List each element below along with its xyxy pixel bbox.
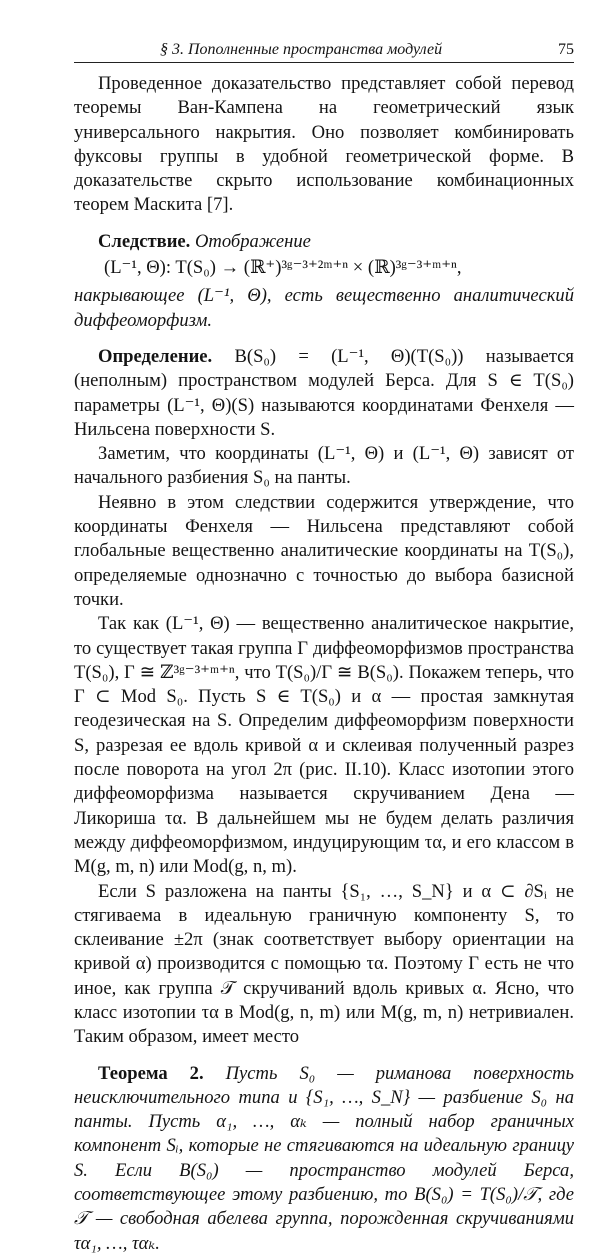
- running-title: § 3. Пополненные пространства модулей: [160, 41, 443, 58]
- theorem-text: Пусть S₀ — риманова поверхность неисключительного типа и {S₁, …, S_N} — разбиение S₀ на панты. Пусть α₁, …, αₖ — полный набор граничных компонент Sᵢ, которые не стягиваются на идеальную границу S. Если B(S₀) — пространство модулей Берса, соответствующее этому разбиению, то B(S₀) = T(S₀)/𝒯, где 𝒯 — свободная абелева группа, порожденная скручиваниями τα₁, …, ταₖ.: [74, 1062, 574, 1254]
- definition: [74, 345, 574, 442]
- paragraph-pants: Если S разложена на панты {S₁, …, S_N} и α ⊂ ∂Sᵢ не стягиваема в идеальную граничную компоненту S, то склеивание ±2π (знак соответствует выбору ориентации на кривой α) производится с помощью τα. Поэтому Γ есть не что иное, как группа 𝒯 скручиваний вдоль кривых α. Ясно, что класс изотопии τα в Mod(g, n, m) или M(g, m, n) нетривиален. Таким образом, имеет место: [74, 880, 574, 1048]
- paragraph-remark: Заметим, что координаты (L⁻¹, Θ) и (L⁻¹, Θ) зависят от начального разбиения S₀ на панты.: [74, 443, 574, 489]
- corollary-label: Следствие.: [98, 230, 191, 252]
- paragraph-implicit: Неявно в этом следствии содержится утверждение, что координаты Фенхеля — Нильсена представляют собой глобальные вещественно аналитические координаты на T(S₀), определяемые однозначно с точностью до выбора базисной точки.: [74, 491, 574, 610]
- definition-text: B(S₀) = (L⁻¹, Θ)(T(S₀)) называется (неполным) пространством модулей Берса. Для S ∈ T(S₀) параметры (L⁻¹, Θ)(S) называются координатами Фенхеля — Нильсена поверхности S.: [74, 345, 574, 440]
- running-header: [74, 34, 574, 63]
- paragraph-intro: Проведенное доказательство представляет собой перевод теоремы Ван-Кампена на геометрический язык универсального накрытия. Оно позволяет комбинировать фуксовы группы в удобной геометрической форме. В доказательстве скрыто использование комбинационных теорем Маскита [7].: [74, 73, 574, 216]
- page-number: 75: [558, 41, 574, 58]
- corollary: [74, 230, 574, 254]
- page-body: [74, 72, 574, 1256]
- definition-label: Определение.: [98, 345, 213, 367]
- corollary-intro: Отображение: [194, 230, 311, 252]
- corollary-formula: (L⁻¹, Θ): T(S₀) → (ℝ⁺)³ᵍ⁻³⁺²ᵐ⁺ⁿ × (ℝ)³ᵍ⁻³⁺ᵐ⁺ⁿ,: [104, 257, 462, 279]
- theorem: [74, 1062, 574, 1256]
- corollary-tail: накрывающее (L⁻¹, Θ), есть вещественно аналитический диффеоморфизм.: [74, 285, 574, 331]
- theorem-label: Теорема 2.: [98, 1062, 204, 1084]
- paragraph-twists: Так как (L⁻¹, Θ) — вещественно аналитическое накрытие, то существует такая группа Γ диффеоморфизмов пространства T(S₀), Γ ≅ ℤ³ᵍ⁻³⁺ᵐ⁺ⁿ, что T(S₀)/Γ ≅ B(S₀). Покажем теперь, что Γ ⊂ Mod S₀. Пусть S ∈ T(S₀) и α — простая замкнутая геодезическая на S. Определим диффеоморфизм поверхности S, разрезая ее вдоль кривой α и склеивая полученный разрез после поворота на угол 2π (рис. II.10). Класс изотопии этого диффеоморфизма называется скручиванием Дена — Ликориша τα. В дальнейшем мы не будем делать различия между диффеоморфизмом, индуцирующим τα, и его классом в M(g, m, n) или Mod(g, n, m).: [74, 613, 574, 878]
